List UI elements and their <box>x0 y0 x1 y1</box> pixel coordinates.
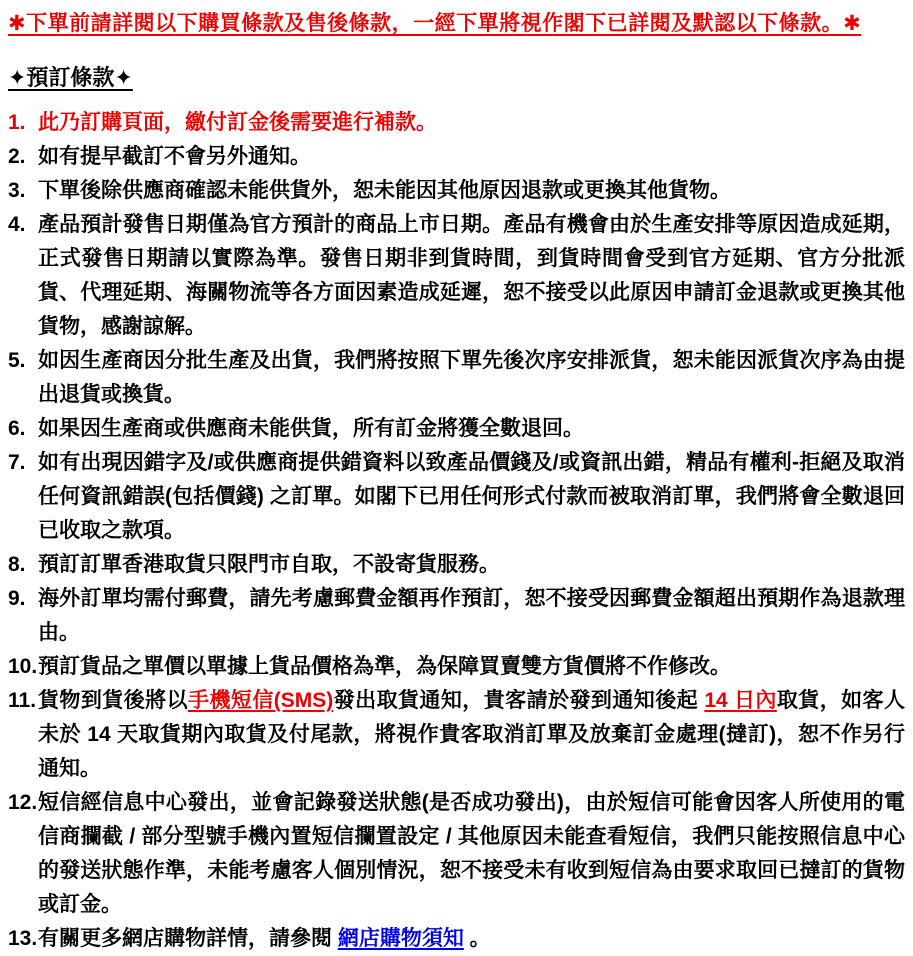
term-number: 5. <box>8 349 26 372</box>
term-number: 2. <box>8 145 26 168</box>
term-number: 11. <box>8 689 37 712</box>
term-number: 4. <box>8 213 26 236</box>
term-text-segment: 發出取貨通知，貴客請於發到通知後起 <box>333 689 705 712</box>
term-number: 7. <box>8 451 26 474</box>
term-number: 10. <box>8 655 38 678</box>
term-text: 預訂訂單香港取貨只限門市自取，不設寄貨服務。 <box>38 553 500 576</box>
term-text: 短信經信息中心發出，並會記錄發送狀態(是否成功發出)，由於短信可能會因客人所使用的電信商攔截 / 部分型號手機內置短信攔置設定 / 其他原因未能查看短信，我們只能按照信息中心的發送狀態作準，未能考慮客人個別情況，恕不接受未有收到短信為由要求取回已撻訂的貨物或訂金。 <box>38 791 905 916</box>
term-text: 產品預計發售日期僅為官方預計的商品上市日期。產品有機會由於生產安排等原因造成延期，正式發售日期請以實際為準。發售日期非到貨時間，到貨時間會受到官方延期、官方分批派貨、代理延期、海關物流等各方面因素造成延遲，恕不接受以此原因申請訂金退款或更換其他貨物，感謝諒解。 <box>38 213 905 338</box>
term-text-segment: 取貨，如客人未於 14 天取貨期內取貨及付尾款，將視作貴客取消訂單及放棄訂金處理(撻訂)，恕不作另行通知。 <box>38 689 905 780</box>
store-shopping-guide-link[interactable]: 網店購物須知 <box>337 927 464 950</box>
term-item-12 <box>8 786 905 922</box>
term-number: 12. <box>8 791 38 814</box>
section-title: ✦預訂條款✦ <box>8 65 133 90</box>
term-number: 3. <box>8 179 26 202</box>
term-text-segment: 貨物到貨後將以 <box>38 689 189 712</box>
term-number: 1. <box>8 111 26 134</box>
term-text: 如因生產商因分批生產及出貨，我們將按照下單先後次序安排派貨，恕未能因派貨次序為由提出退貨或換貨。 <box>38 349 905 406</box>
term-number: 9. <box>8 587 26 610</box>
term-item-8 <box>8 548 905 582</box>
term-text: 如果因生產商或供應商未能供貨，所有訂金將獲全數退回。 <box>38 417 584 440</box>
term-text: 此乃訂購頁面，繳付訂金後需要進行補款。 <box>38 111 437 134</box>
term-text <box>38 922 905 956</box>
term-item-7 <box>8 446 905 548</box>
term-item-5 <box>8 344 905 412</box>
term-text: 如有提早截訂不會另外通知。 <box>38 145 311 168</box>
pickup-deadline-highlight: 14 日內 <box>704 689 777 712</box>
sms-notice-highlight: 手機短信(SMS) <box>188 689 334 712</box>
term-text: 海外訂單均需付郵費，請先考慮郵費金額再作預訂，恕不接受因郵費金額超出預期作為退款理由。 <box>38 587 905 644</box>
term-number: 8. <box>8 553 26 576</box>
header-notice: ✱下單前請詳閱以下購買條款及售後條款，一經下單將視作閣下已詳閱及默認以下條款。✱ <box>8 12 862 35</box>
term-item-4 <box>8 208 905 344</box>
term-text-segment: 有關更多網店購物詳情，請參閱 <box>38 927 338 950</box>
term-text-segment: 。 <box>463 927 491 950</box>
term-item-9 <box>8 582 905 650</box>
term-item-11 <box>8 684 905 786</box>
term-text <box>38 684 905 786</box>
term-item-6 <box>8 412 905 446</box>
term-number: 6. <box>8 417 26 440</box>
term-item-3 <box>8 174 905 208</box>
terms-document <box>8 10 905 956</box>
terms-list <box>8 106 905 956</box>
term-text: 下單後除供應商確認未能供貨外，恕未能因其他原因退款或更換其他貨物。 <box>38 179 731 202</box>
term-text: 預訂貨品之單價以單據上貨品價格為準，為保障買賣雙方貨價將不作修改。 <box>38 655 731 678</box>
term-item-1 <box>8 106 905 140</box>
term-text: 如有出現因錯字及/或供應商提供錯資料以致產品價錢及/或資訊出錯，精品有權利-拒絕及取消任何資訊錯誤(包括價錢) 之訂單。如閣下已用任何形式付款而被取消訂單，我們將會全數退回已收取之款項。 <box>38 451 905 542</box>
term-item-2 <box>8 140 905 174</box>
term-number: 13. <box>8 927 38 950</box>
term-item-10 <box>8 650 905 684</box>
term-item-13 <box>8 922 905 956</box>
